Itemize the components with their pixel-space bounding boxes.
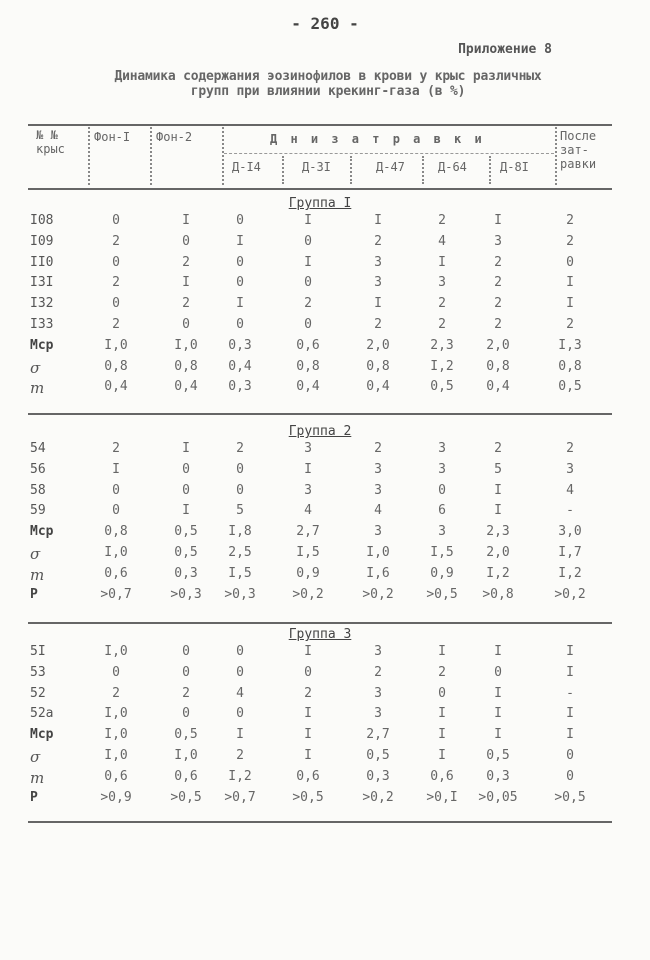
- table-cell: 0,6: [174, 768, 198, 784]
- table-cell: I,5: [430, 545, 454, 560]
- table-cell: >0,5: [292, 789, 324, 805]
- table-cell: 0,8: [558, 358, 582, 374]
- table-cell: 4: [566, 482, 574, 498]
- table-cell: 5: [494, 461, 502, 477]
- table-bottom-rule: [28, 821, 612, 823]
- table-cell: 0,3: [486, 768, 510, 784]
- table-cell: 0: [438, 482, 446, 498]
- row-label: P: [30, 789, 38, 805]
- table-cell: 3: [438, 461, 446, 477]
- table-cell: I: [494, 706, 502, 722]
- table-cell: 0,5: [558, 379, 582, 395]
- table-row: [0, 686, 650, 706]
- header-day-81: Д-8I: [500, 160, 529, 174]
- table-cell: I: [438, 254, 446, 270]
- table-cell: 0: [566, 748, 574, 763]
- table-cell: 0: [182, 233, 190, 249]
- table-cell: 3: [438, 441, 446, 456]
- table-cell: I: [494, 482, 502, 498]
- table-cell: 2,0: [366, 337, 390, 353]
- table-cell: 4: [304, 503, 312, 519]
- table-row: [0, 234, 650, 254]
- table-cell: I: [304, 213, 312, 228]
- table-cell: 3,0: [558, 524, 582, 540]
- table-row: [0, 769, 650, 789]
- table-cell: 0: [112, 482, 120, 498]
- table-cell: 0,4: [366, 379, 390, 395]
- table-cell: 2: [494, 317, 502, 332]
- table-cell: I: [494, 685, 502, 701]
- table-cell: I,2: [558, 565, 582, 581]
- table-cell: >0,5: [554, 789, 586, 805]
- table-cell: 0,8: [296, 358, 320, 374]
- table-cell: I,2: [486, 565, 510, 581]
- table-cell: I: [304, 644, 312, 659]
- table-cell: I: [438, 748, 446, 763]
- table-cell: 2: [438, 213, 446, 228]
- header-day-64: Д-64: [438, 160, 467, 174]
- table-cell: 2: [374, 664, 382, 680]
- table-cell: 0,8: [104, 358, 128, 374]
- table-cell: 0: [182, 461, 190, 477]
- table-cell: I,0: [104, 644, 128, 659]
- table-cell: I: [304, 706, 312, 722]
- table-cell: 0,6: [104, 565, 128, 581]
- table-cell: 2: [494, 254, 502, 270]
- table-cell: 0: [236, 706, 244, 722]
- table-cell: 0,5: [486, 748, 510, 763]
- table-cell: 0,5: [174, 727, 198, 743]
- table-cell: I: [182, 275, 190, 291]
- table-cell: 5: [236, 503, 244, 519]
- header-rat-number-line2: крыс: [36, 142, 65, 156]
- header-divider: [150, 127, 152, 185]
- row-label: 54: [30, 441, 46, 456]
- table-cell: I,0: [104, 706, 128, 722]
- row-label: 56: [30, 461, 46, 477]
- table-cell: 2: [566, 441, 574, 456]
- title-line-1: Динамика содержания эозинофилов в крови у крыс различных: [114, 69, 542, 84]
- table-cell: I: [566, 275, 574, 291]
- table-cell: 2: [112, 275, 120, 291]
- table-row: [0, 727, 650, 747]
- table-cell: 2: [304, 296, 312, 312]
- table-header-rule: [28, 188, 612, 190]
- header-day-14: Д-I4: [232, 160, 261, 174]
- table-cell: I: [374, 296, 382, 312]
- table-cell: 3: [374, 275, 382, 291]
- table-cell: 3: [494, 233, 502, 249]
- table-cell: I,0: [104, 545, 128, 560]
- table-cell: 0,3: [228, 379, 252, 395]
- table-cell: 2: [438, 317, 446, 332]
- table-cell: >0,2: [292, 586, 324, 602]
- table-cell: 0: [566, 254, 574, 270]
- table-cell: 0: [236, 254, 244, 270]
- table-cell: 0,3: [174, 565, 198, 581]
- table-cell: 0: [112, 296, 120, 312]
- table-row: [0, 790, 650, 810]
- row-label: I33: [30, 317, 54, 332]
- table-cell: I: [438, 644, 446, 659]
- table-cell: 0: [236, 664, 244, 680]
- table-cell: 0: [112, 254, 120, 270]
- table-cell: >0,9: [100, 789, 132, 805]
- row-label: σ: [30, 358, 41, 377]
- table-cell: I,0: [366, 545, 390, 560]
- table-cell: >0,5: [426, 586, 458, 602]
- table-cell: >0,2: [362, 789, 394, 805]
- group-title: Группа 3: [288, 627, 352, 642]
- table-cell: 2: [112, 233, 120, 249]
- table-cell: 2: [374, 317, 382, 332]
- table-cell: I,0: [174, 748, 198, 763]
- table-cell: I: [494, 213, 502, 228]
- header-divider: [282, 156, 284, 184]
- table-cell: I: [566, 296, 574, 312]
- header-day-47: Д-47: [376, 160, 405, 174]
- table-cell: 3: [374, 644, 382, 659]
- table-cell: 0,5: [430, 379, 454, 395]
- table-cell: 2: [374, 441, 382, 456]
- table-cell: 3: [374, 482, 382, 498]
- table-row: [0, 462, 650, 482]
- row-label: σ: [30, 748, 41, 766]
- group-title: Группа I: [288, 196, 352, 211]
- table-cell: 2,5: [228, 545, 252, 560]
- table-cell: I: [566, 644, 574, 659]
- table-cell: 2,3: [486, 524, 510, 540]
- row-label: I08: [30, 213, 54, 228]
- table-cell: I,5: [228, 565, 252, 581]
- table-cell: I: [438, 727, 446, 743]
- table-cell: 2: [182, 685, 190, 701]
- row-label: 52а: [30, 706, 54, 722]
- table-row: [0, 524, 650, 544]
- table-cell: 4: [374, 503, 382, 519]
- group-separator-rule: [28, 622, 612, 624]
- table-cell: 0,9: [430, 565, 454, 581]
- row-label: I32: [30, 296, 54, 312]
- table-row: [0, 359, 650, 379]
- table-cell: I: [182, 441, 190, 456]
- table-cell: 6: [438, 503, 446, 519]
- table-cell: I: [304, 254, 312, 270]
- table-row: [0, 255, 650, 275]
- appendix-label: Приложение 8: [458, 42, 552, 57]
- table-cell: I: [304, 727, 312, 743]
- table-cell: 3: [438, 524, 446, 540]
- header-divider: [88, 127, 90, 185]
- table-cell: 0,8: [174, 358, 198, 374]
- table-cell: 0,6: [296, 337, 320, 353]
- table-cell: 2: [494, 441, 502, 456]
- table-row: [0, 706, 650, 726]
- table-row: [0, 338, 650, 358]
- table-cell: I,2: [430, 358, 454, 374]
- table-row: [0, 545, 650, 565]
- table-cell: -: [566, 685, 574, 701]
- table-cell: 0: [494, 664, 502, 680]
- row-label: P: [30, 586, 38, 602]
- header-after-exposure: [560, 129, 596, 171]
- table-cell: I: [304, 461, 312, 477]
- table-cell: 0: [566, 768, 574, 784]
- table-cell: 2: [566, 233, 574, 249]
- row-label: 52: [30, 685, 46, 701]
- table-row: [0, 587, 650, 607]
- table-cell: >0,2: [362, 586, 394, 602]
- table-cell: I: [182, 213, 190, 228]
- table-cell: 0,4: [104, 379, 128, 395]
- table-row: [0, 644, 650, 664]
- table-cell: 2: [236, 748, 244, 763]
- table-cell: 0: [236, 275, 244, 291]
- table-cell: 4: [236, 685, 244, 701]
- row-label: I09: [30, 233, 54, 249]
- row-label: m: [30, 379, 45, 398]
- table-cell: 0,8: [366, 358, 390, 374]
- table-cell: 0: [112, 213, 120, 228]
- table-cell: 0,4: [174, 379, 198, 395]
- row-label: 5I: [30, 644, 46, 659]
- table-row: [0, 296, 650, 316]
- header-fon1: Фон-I: [94, 130, 131, 144]
- table-cell: 4: [438, 233, 446, 249]
- table-cell: 0,9: [296, 565, 320, 581]
- table-cell: I: [236, 727, 244, 743]
- table-cell: 3: [374, 254, 382, 270]
- table-cell: I,7: [558, 545, 582, 560]
- row-label: I3I: [30, 275, 54, 291]
- table-cell: I: [438, 706, 446, 722]
- row-label: Мср: [30, 337, 54, 353]
- table-cell: I: [494, 644, 502, 659]
- table-cell: 0,4: [228, 358, 252, 374]
- table-cell: >0,I: [426, 789, 458, 805]
- table-cell: 0: [112, 664, 120, 680]
- table-cell: 2: [236, 441, 244, 456]
- table-row: [0, 275, 650, 295]
- table-cell: I,0: [104, 337, 128, 353]
- table-cell: 0: [438, 685, 446, 701]
- table-row: [0, 441, 650, 461]
- table-cell: 2: [438, 664, 446, 680]
- table-cell: 0: [304, 317, 312, 332]
- table-row: [0, 213, 650, 233]
- table-cell: 3: [374, 524, 382, 540]
- table-cell: 2,0: [486, 545, 510, 560]
- table-cell: 0,4: [486, 379, 510, 395]
- table-cell: 2,7: [366, 727, 390, 743]
- table-cell: 2: [112, 685, 120, 701]
- table-row: [0, 503, 650, 523]
- group-title: Группа 2: [288, 424, 352, 439]
- table-row: [0, 379, 650, 399]
- header-subrule: [224, 153, 554, 154]
- table-cell: 0: [304, 275, 312, 291]
- table-cell: 0: [236, 317, 244, 332]
- table-cell: 0,6: [296, 768, 320, 784]
- header-day-31: Д-3I: [302, 160, 331, 174]
- table-cell: I: [374, 213, 382, 228]
- title-line-2: групп при влиянии крекинг-газа (в %): [190, 84, 466, 99]
- table-cell: I,6: [366, 565, 390, 581]
- table-cell: 0: [236, 213, 244, 228]
- table-cell: I,8: [228, 524, 252, 540]
- header-rat-number: [36, 128, 65, 156]
- table-cell: 0,5: [174, 545, 198, 560]
- table-cell: 2: [494, 296, 502, 312]
- table-cell: I: [112, 461, 120, 477]
- table-cell: 2: [566, 213, 574, 228]
- header-rat-number-line1: № №: [36, 128, 58, 142]
- table-row: [0, 566, 650, 586]
- table-cell: 0,4: [296, 379, 320, 395]
- header-divider: [222, 127, 224, 185]
- table-cell: 2: [182, 254, 190, 270]
- table-cell: 0,8: [486, 358, 510, 374]
- table-cell: 2: [112, 441, 120, 456]
- header-divider: [555, 127, 557, 185]
- table-cell: 2: [182, 296, 190, 312]
- table-cell: 0,6: [430, 768, 454, 784]
- table-cell: 3: [304, 441, 312, 456]
- header-after-line2: зат-: [560, 143, 589, 157]
- table-row: [0, 665, 650, 685]
- table-cell: I: [566, 706, 574, 722]
- row-label: 53: [30, 664, 46, 680]
- header-divider: [489, 156, 491, 184]
- row-label: Мср: [30, 524, 54, 540]
- table-cell: 2,3: [430, 337, 454, 353]
- table-cell: 0,3: [366, 768, 390, 784]
- table-cell: 0: [182, 706, 190, 722]
- table-cell: 3: [304, 482, 312, 498]
- table-cell: 2: [566, 317, 574, 332]
- table-cell: 3: [566, 461, 574, 477]
- table-cell: 2: [304, 685, 312, 701]
- table-cell: 2: [112, 317, 120, 332]
- table-cell: I,2: [228, 768, 252, 784]
- table-cell: 3: [374, 685, 382, 701]
- table-cell: I: [494, 503, 502, 519]
- table-cell: 0: [182, 317, 190, 332]
- table-cell: >0,05: [478, 789, 518, 805]
- table-cell: I: [494, 727, 502, 743]
- row-label: Мср: [30, 727, 54, 743]
- table-cell: >0,7: [100, 586, 132, 602]
- table-cell: I: [566, 727, 574, 743]
- table-cell: >0,7: [224, 789, 256, 805]
- table-top-rule: [28, 124, 612, 126]
- header-divider: [350, 156, 352, 184]
- table-cell: 2: [494, 275, 502, 291]
- table-cell: -: [566, 503, 574, 519]
- table-cell: 3: [438, 275, 446, 291]
- table-cell: 0,3: [228, 337, 252, 353]
- table-title: [48, 69, 608, 99]
- header-after-line1: После: [560, 129, 597, 143]
- table-cell: I,0: [104, 748, 128, 763]
- row-label: m: [30, 565, 45, 584]
- table-cell: 0: [304, 664, 312, 680]
- table-row: [0, 748, 650, 768]
- table-cell: 2,0: [486, 337, 510, 353]
- table-cell: I,5: [296, 545, 320, 560]
- table-cell: 0,6: [104, 768, 128, 784]
- table-cell: 0: [182, 644, 190, 659]
- table-cell: 2: [374, 233, 382, 249]
- table-cell: 0,8: [104, 524, 128, 540]
- table-cell: 3: [374, 461, 382, 477]
- table-cell: 0: [182, 482, 190, 498]
- table-cell: >0,5: [170, 789, 202, 805]
- table-cell: 0,5: [366, 748, 390, 763]
- header-exposure-days: Д н и з а т р а в к и: [270, 132, 485, 146]
- row-label: 58: [30, 482, 46, 498]
- page-number: - 260 -: [291, 14, 359, 33]
- table-cell: 0: [112, 503, 120, 519]
- table-cell: I: [566, 664, 574, 680]
- table-cell: 2,7: [296, 524, 320, 540]
- table-row: [0, 317, 650, 337]
- table-cell: I,3: [558, 337, 582, 353]
- table-row: [0, 483, 650, 503]
- header-divider: [422, 156, 424, 184]
- table-cell: 2: [438, 296, 446, 312]
- group-separator-rule: [28, 413, 612, 415]
- table-cell: 3: [374, 706, 382, 722]
- row-label: m: [30, 768, 45, 787]
- row-label: II0: [30, 254, 54, 270]
- table-cell: >0,3: [224, 586, 256, 602]
- table-cell: 0: [304, 233, 312, 249]
- table-cell: I: [182, 503, 190, 519]
- table-cell: I: [236, 296, 244, 312]
- header-fon2: Фон-2: [156, 130, 193, 144]
- table-cell: I: [304, 748, 312, 763]
- table-cell: 0: [236, 482, 244, 498]
- row-label: 59: [30, 503, 46, 519]
- table-cell: 0: [236, 461, 244, 477]
- header-after-line3: равки: [560, 157, 597, 171]
- table-cell: 0,5: [174, 524, 198, 540]
- table-cell: I,0: [174, 337, 198, 353]
- table-cell: 0: [182, 664, 190, 680]
- table-cell: I,0: [104, 727, 128, 743]
- table-cell: I: [236, 233, 244, 249]
- table-cell: >0,3: [170, 586, 202, 602]
- table-cell: >0,2: [554, 586, 586, 602]
- table-cell: 0: [236, 644, 244, 659]
- table-cell: >0,8: [482, 586, 514, 602]
- row-label: σ: [30, 545, 41, 563]
